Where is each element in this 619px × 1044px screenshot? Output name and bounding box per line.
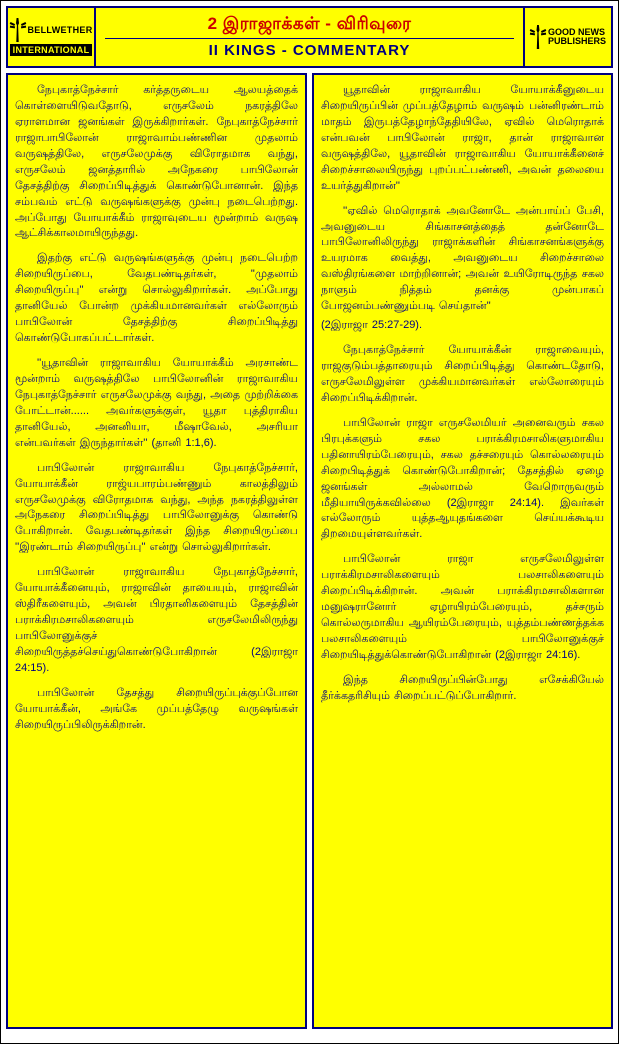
logo-top-row: [10, 18, 92, 42]
paragraph: பாபிலோன் ராஜா எருசலேமியர் அனைவரும் சகல பிரபுக்களும் சகல பராக்கிரமசாலிகளுமாகிய பதினாயிரம்பேரையும், சகல தச்சரையும் கொல்லரையும் சிறைபிடித்துக் கொண்டுபோகிறான்; தேசத்தில் ஏழை ஜனங்கள் அல்லாமல் வேறொருவரும் மீதியாயிருக்கவில்லை (2இராஜா 24:14). இவர்கள் எல்லோரும் யுத்தஆயுதங்களை செய்யக்கூடிய திறமையுள்ளவர்கள்.: [321, 416, 604, 541]
paragraph-quote: ''ஏவில் மெரொதாக் அவனோடே அன்பாய்ப் பேசி, அவனுடைய சிங்காசனத்தைத் தன்னோடே பாபிலோனிலிருந்து ராஜாக்களின் சிங்காசனங்களுக்கு உயரமாக வைத்து, அவனுடைய சிறைச்சாலை வஸ்திரங்களை மாற்றினான்; அவன் உயிரோடிருந்த சகல நாளும் நித்தம் தனக்கு முன்பாகப் போஜனம்பண்ணும்படி செய்தான்'': [321, 204, 604, 313]
lighthouse-icon: [530, 25, 546, 49]
page-title: [96, 8, 523, 66]
logo-top-row: [527, 25, 609, 49]
right-column: [312, 73, 613, 1029]
logo-line2: INTERNATIONAL: [10, 44, 93, 56]
logo-line2: PUBLISHERS: [547, 36, 606, 46]
logo-line1: BELLWETHER: [27, 25, 93, 35]
paragraph: நேபுகாத்நேச்சார் கர்த்தருடைய ஆலயத்தைக் கொள்ளையிடுவதோடு, எருசலேம் நகரத்திலே ஏராளமான ஜனங்கள் இருக்கிறார்கள். நேபுகாத்நேச்சார் ராஜாபாபிலோன் ராஜாவாம்பண்ணின முதலாம் வருஷத்திலே, எருசலேமுக்கு விரோதமாக வந்து, எருசலேம் ஜனத்தாரில் அநேகரை பாபிலோன் தேசத்திற்கு சிறைப்பிடித்துக் கொண்டுபோனான். இந்த சம்பவம் எட்டு வருஷங்களுக்கு முன்பு நடைபெற்றது. அப்போது யோயாக்கீம் ராஜாவுடைய மூன்றாம் வருஷ ஆட்சிக்காலமாயிருந்தது.: [15, 84, 298, 240]
bellwether-international-logo: [8, 8, 96, 66]
paragraph: பாபிலோன் தேசத்து சிறையிருப்புக்குப்போன யோயாக்கீன், அங்கே முப்பத்தேழு வருஷங்கள் சிறையிருப்பிலிருக்கிறான்.: [15, 686, 298, 731]
paragraph: இந்த சிறையிருப்பின்போது எசேக்கியேல் தீர்க்கதரிசியும் சிறைப்பட்டுப்போகிறார்.: [321, 673, 604, 702]
title-tamil: 2 இராஜாக்கள் - விரிவுரை: [207, 13, 412, 33]
paragraph: பாபிலோன் ராஜாவாகிய நேபுகாத்நேச்சார், யோயாக்கீனையும், ராஜாவின் தாயையும், ராஜாவின் ஸ்திரீகளையும், அவன் பிரதானிகளையும் தேசத்தின் பராக்கிரமசாலிகளையும் எருசலேமிலிருந்து பாபிலோனுக்குச் சிறையிருத்தச்செய்துகொண்டுபோகிறான் (2இராஜா 24:15).: [15, 566, 298, 674]
left-column: [6, 73, 307, 1029]
page-header: [6, 6, 613, 68]
paragraph: பாபிலோன் ராஜா எருசலேமிலுள்ள பராக்கிரமசாலிகளையும் பலசாலிகளையும் சிறைப்பிடிக்கிறான். அவன் பராக்கிரமசாலிகளான மனுஷரானோர் ஏழாயிரம்பேரையும், தச்சரும் கொல்லருமாகிய ஆயிரம்பேரையும், யுத்தம்பண்ணத்தக்க பலசாலிகளையும் பாபிலோனுக்குச் சிறையிடித்துக்கொண்டுபோகிறான் (2இராஜா 24:16).: [321, 553, 604, 661]
paragraph: நேபுகாத்நேச்சார் யோயாக்கீன் ராஜாவையும், ராஜகுடும்பத்தாரையும் சிறைப்பிடித்து கொண்டதோடு, எருசலேமிலுள்ள முக்கியமானவர்கள் எல்லோரையும் சிறைப்பிடிக்கிறான்.: [321, 344, 604, 404]
paragraph: பாபிலோன் ராஜாவாகிய நேபுகாத்நேச்சார், யோயாக்கீன் ராஜ்யபாரம்பண்ணும் காலத்திலும் எருசலேமுக்கு விரோதமாக வந்து, அந்த நகரத்திலுள்ள அநேகரை சிறைப்பிடித்து பாபிலோனுக்கு கொண்டு போகிறான். வேதபண்டிதர்கள் இந்த சிறையிருப்பை ''இரண்டாம் சிறையிருப்பு'' என்று சொல்லுகிறார்கள்.: [15, 461, 298, 554]
paragraph-quote: ''யூதாவின் ராஜாவாகிய யோயாக்கீம் அரசாண்ட மூன்றாம் வருஷத்திலே பாபிலோனின் ராஜாவாகிய நேபுகாத்நேச்சார் எருசலேமுக்கு வந்து, அதை முற்றிக்கை போட்டான்...... அவர்களுக்குள், யூதா புத்திராகிய தானியேல், அனனியா, மீஷாவேல், அசரியா என்பவர்கள் இருந்தார்கள்'' (தானி 1:1,6).: [15, 357, 298, 449]
paragraph: இதற்கு எட்டு வருஷங்களுக்கு முன்பு நடைபெற்ற சிறையிருப்பை, வேதபண்டிதர்கள், ''முதலாம் சிறையிருப்பு'' என்று சொல்லுகிறார்கள். அப்போது தானியேல் போன்ற முக்கியமானவர்கள் எல்லோரும் பாபிலோன் தேசத்திற்கு சிறைப்பிடித்து கொண்டுபோகப்பட்டார்கள்.: [15, 252, 298, 345]
title-divider: [105, 38, 515, 39]
paragraph-quote: யூதாவின் ராஜாவாகிய யோயாக்கீனுடைய சிறையிருப்பின் முப்பத்தேழாம் வருஷம் பன்னிரண்டாம் மாதம் இருபத்தேழாந்தேதியிலே, ஏவில் மெரொதாக் என்பவன் பாபிலோன் ராஜா, தான் ராஜாவான வருஷத்திலே, யூதாவின் ராஜாவாகிய யோயாக்கீனைச் சிறைச்சாலையிருந்து புறப்பட்பண்ணி, அவன் தலையை உயர்த்துகிறான்'': [321, 84, 604, 192]
lighthouse-icon: [10, 18, 26, 42]
logo-text: [548, 28, 606, 47]
title-english: II KINGS - COMMENTARY: [208, 41, 411, 59]
commentary-body: [6, 73, 613, 1029]
scripture-reference: (2இராஜா 25:27-29).: [321, 319, 423, 332]
logo-line1: GOOD NEWS: [547, 26, 605, 37]
good-news-publishers-logo: [523, 8, 611, 66]
